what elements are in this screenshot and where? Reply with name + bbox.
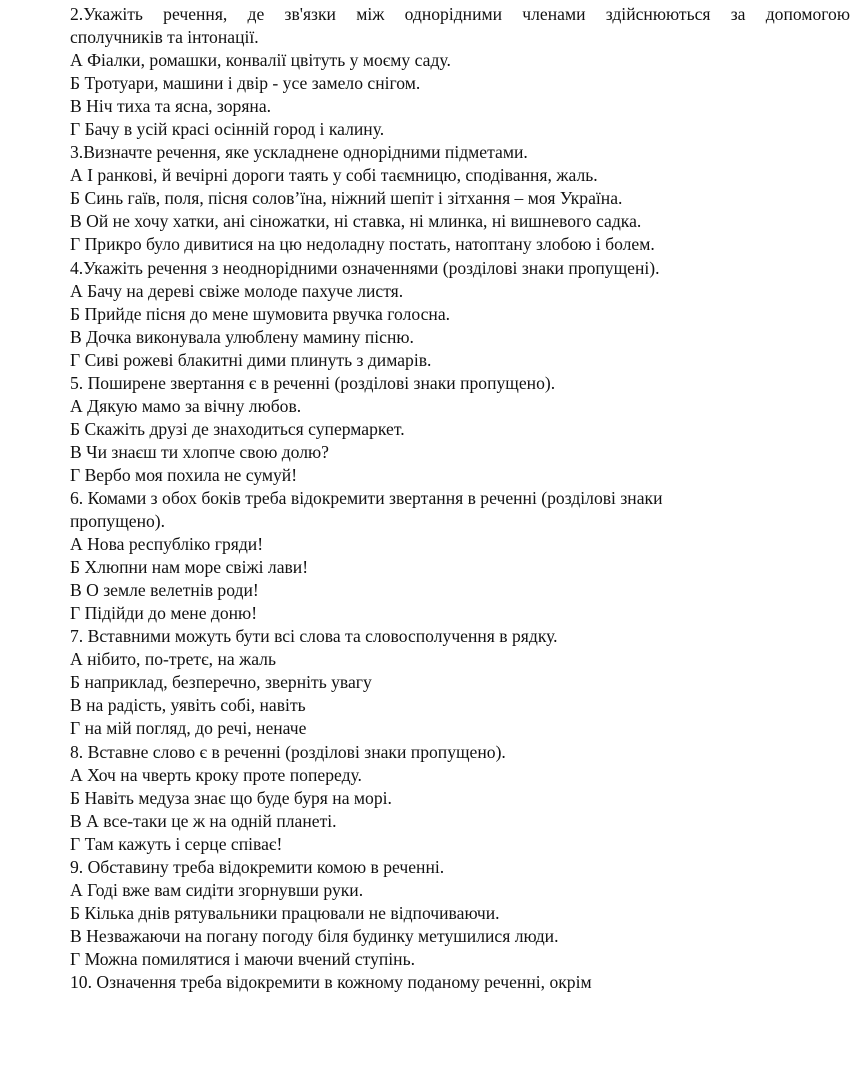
question-7-option-d: Г на мій погляд, до речі, неначе [70, 718, 307, 739]
question-4-option-c: В Дочка виконувала улюблену мамину пісню. [70, 326, 414, 347]
question-9-option-a: А Годі вже вам сидіти згорнувши руки. [70, 879, 364, 900]
question-2-option-b: Б Тротуари, машини і двір - усе замело снігом. [70, 73, 421, 94]
question-7: 7. Вставними можуть бути всі слова та словосполучення в рядку. [70, 626, 558, 647]
question-6-option-d: Г Підійди до мене доню! [70, 603, 258, 624]
question-9-option-c: В Незважаючи на погану погоду біля будинку метушилися люди. [70, 925, 559, 946]
question-10: 10. Означення треба відокремити в кожному поданому реченні, окрім [70, 971, 592, 992]
question-3: 3.Визначте речення, яке ускладнене однорідними підметами. [70, 142, 528, 163]
question-8-option-a: А Хоч на чверть кроку проте попереду. [70, 764, 362, 785]
question-7-option-c: В на радість, уявіть собі, навіть [70, 695, 306, 716]
question-8-option-c: В А все-таки це ж на одній планеті. [70, 810, 337, 831]
test-questions [70, 3, 850, 994]
cropped-previous-line [520, 0, 720, 1]
question-7-option-b: Б наприклад, безперечно, зверніть увагу [70, 672, 372, 693]
question-2-option-c: В Ніч тиха та ясна, зоряна. [70, 96, 272, 117]
question-6-option-a: А Нова республіко гряди! [70, 534, 264, 555]
question-4: 4.Укажіть речення з неоднорідними означеннями (розділові знаки пропущені). [70, 257, 660, 278]
question-8-option-b: Б Навіть медуза знає що буде буря на морі. [70, 787, 392, 808]
question-6-option-c: В О земле велетнів роди! [70, 580, 259, 601]
question-4-option-d: Г Сиві рожеві блакитні дими плинуть з димарів. [70, 349, 432, 370]
question-3-option-b: Б Синь гаїв, поля, пісня солов’їна, ніжний шепіт і зітхання – моя Україна. [70, 188, 623, 209]
question-7-option-a: А нібито, по-третє, на жаль [70, 649, 276, 670]
question-6-line-1: 6. Комами з обох боків треба відокремити звертання в реченні (розділові знаки [70, 487, 663, 508]
question-2-option-d: Г Бачу в усій красі осінній город і калину. [70, 119, 385, 140]
question-6-line-2: пропущено). [70, 511, 166, 532]
question-9: 9. Обставину треба відокремити комою в реченні. [70, 856, 445, 877]
question-4-option-a: А Бачу на дереві свіже молоде пахуче листя. [70, 280, 404, 301]
question-5-option-b: Б Скажіть друзі де знаходиться супермаркет. [70, 418, 405, 439]
question-5-option-a: А Дякую мамо за вічну любов. [70, 395, 302, 416]
question-2-line-2: сполучників та інтонації. [70, 27, 259, 48]
question-8: 8. Вставне слово є в реченні (розділові знаки пропущено). [70, 741, 506, 762]
question-9-option-d: Г Можна помилятися і маючи вчений ступінь. [70, 948, 416, 969]
question-9-option-b: Б Кілька днів рятувальники працювали не відпочиваючи. [70, 902, 500, 923]
question-3-option-d: Г Прикро було дивитися на цю недоладну постать, натоптану злобою і болем. [70, 234, 655, 255]
question-5-option-d: Г Вербо моя похила не сумуй! [70, 464, 298, 485]
question-5: 5. Поширене звертання є в реченні (розділові знаки пропущено). [70, 372, 556, 393]
question-2-option-a: А Фіалки, ромашки, конвалії цвітуть у моєму саду. [70, 50, 451, 71]
question-6-option-b: Б Хлюпни нам море свіжі лави! [70, 557, 309, 578]
question-4-option-b: Б Прийде пісня до мене шумовита рвучка голосна. [70, 303, 451, 324]
question-2-line-1: 2.Укажіть речення, де зв'язки між однорідними членами здійснюються за допомогою [70, 4, 850, 24]
question-3-option-c: В Ой не хочу хатки, ані сіножатки, ні ставка, ні млинка, ні вишневого садка. [70, 211, 642, 232]
question-8-option-d: Г Там кажуть і серце співає! [70, 833, 283, 854]
question-3-option-a: А І ранкові, й вечірні дороги таять у собі таємницю, сподівання, жаль. [70, 165, 598, 186]
question-5-option-c: В Чи знаєш ти хлопче свою долю? [70, 441, 329, 462]
